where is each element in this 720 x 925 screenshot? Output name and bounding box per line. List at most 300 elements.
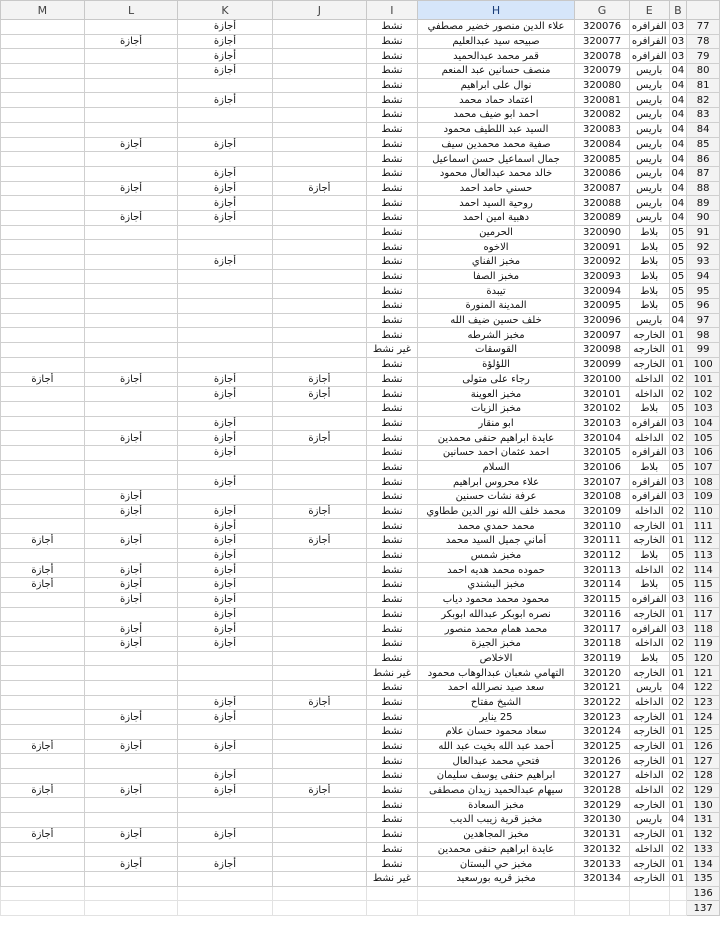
cell-location[interactable]: الداخله xyxy=(629,504,669,519)
cell-name[interactable]: مخبز الصفا xyxy=(417,269,574,284)
cell-m[interactable]: أجازة xyxy=(1,827,85,842)
cell-m[interactable] xyxy=(1,695,85,710)
cell-num[interactable]: 04 xyxy=(669,313,687,328)
cell-status[interactable]: نشط xyxy=(367,108,418,123)
cell-l[interactable]: أجازة xyxy=(84,563,177,578)
cell-code[interactable]: 320093 xyxy=(575,269,630,284)
cell-l[interactable]: أجازة xyxy=(84,534,177,549)
row-header[interactable]: 111 xyxy=(687,519,720,534)
cell-m[interactable] xyxy=(1,475,85,490)
cell-code[interactable]: 320096 xyxy=(575,313,630,328)
cell-k[interactable]: أجازة xyxy=(178,710,272,725)
cell-status[interactable]: نشط xyxy=(367,196,418,211)
cell-status[interactable]: نشط xyxy=(367,842,418,857)
cell-m[interactable] xyxy=(1,343,85,358)
cell-l[interactable] xyxy=(84,754,177,769)
cell-code[interactable]: 320132 xyxy=(575,842,630,857)
cell-j[interactable] xyxy=(272,313,366,328)
cell-location[interactable]: الفرافره xyxy=(629,622,669,637)
cell-m[interactable] xyxy=(1,225,85,240)
cell-l[interactable] xyxy=(84,798,177,813)
row-header[interactable]: 90 xyxy=(687,210,720,225)
cell-location[interactable]: بلاط xyxy=(629,255,669,270)
cell-status[interactable]: نشط xyxy=(367,445,418,460)
cell-name[interactable]: علاء الدين منصور خضير مصطفي xyxy=(417,20,574,35)
cell-location[interactable]: الداخله xyxy=(629,563,669,578)
cell-l[interactable] xyxy=(84,343,177,358)
cell-num[interactable]: 01 xyxy=(669,666,687,681)
cell-location[interactable]: بلاط xyxy=(629,651,669,666)
cell-l[interactable] xyxy=(84,284,177,299)
cell-num[interactable]: 02 xyxy=(669,504,687,519)
cell-name[interactable]: تيبدة xyxy=(417,284,574,299)
row-header[interactable]: 105 xyxy=(687,431,720,446)
cell-name[interactable]: عايدة ابراهيم حنفى محمدين xyxy=(417,431,574,446)
row-header[interactable]: 89 xyxy=(687,196,720,211)
cell-location[interactable]: الفرافره xyxy=(629,20,669,35)
cell-m[interactable]: أجازة xyxy=(1,783,85,798)
cell-status[interactable]: نشط xyxy=(367,64,418,79)
cell-k[interactable]: أجازة xyxy=(178,416,272,431)
cell-status[interactable]: نشط xyxy=(367,754,418,769)
cell-status[interactable]: نشط xyxy=(367,166,418,181)
cell-location[interactable]: باريس xyxy=(629,64,669,79)
cell-num[interactable]: 01 xyxy=(669,343,687,358)
row-header[interactable]: 95 xyxy=(687,284,720,299)
cell-code[interactable]: 320134 xyxy=(575,871,630,886)
cell-j[interactable] xyxy=(272,798,366,813)
cell-code[interactable]: 320128 xyxy=(575,783,630,798)
cell-empty[interactable] xyxy=(629,901,669,916)
cell-name[interactable]: أماني جميل السيد محمد xyxy=(417,534,574,549)
row-header[interactable]: 133 xyxy=(687,842,720,857)
row-header[interactable]: 87 xyxy=(687,166,720,181)
row-header[interactable]: 99 xyxy=(687,343,720,358)
row-header[interactable]: 130 xyxy=(687,798,720,813)
cell-m[interactable] xyxy=(1,490,85,505)
cell-l[interactable] xyxy=(84,651,177,666)
cell-m[interactable] xyxy=(1,651,85,666)
cell-code[interactable]: 320110 xyxy=(575,519,630,534)
cell-name[interactable]: نصره ابوبكر عبدالله ابوبكر xyxy=(417,607,574,622)
row-header[interactable]: 93 xyxy=(687,255,720,270)
cell-l[interactable] xyxy=(84,93,177,108)
cell-l[interactable] xyxy=(84,475,177,490)
cell-location[interactable]: باريس xyxy=(629,122,669,137)
cell-num[interactable]: 02 xyxy=(669,563,687,578)
cell-status[interactable]: غير نشط xyxy=(367,666,418,681)
cell-l[interactable]: أجازة xyxy=(84,578,177,593)
cell-code[interactable]: 320120 xyxy=(575,666,630,681)
cell-l[interactable] xyxy=(84,328,177,343)
cell-num[interactable]: 01 xyxy=(669,725,687,740)
cell-name[interactable]: محمد حمدي محمد xyxy=(417,519,574,534)
cell-num[interactable]: 04 xyxy=(669,210,687,225)
cell-j[interactable]: أجازة xyxy=(272,181,366,196)
cell-status[interactable]: نشط xyxy=(367,651,418,666)
cell-num[interactable]: 02 xyxy=(669,695,687,710)
cell-location[interactable]: الخارجه xyxy=(629,357,669,372)
cell-location[interactable]: بلاط xyxy=(629,225,669,240)
cell-status[interactable]: نشط xyxy=(367,592,418,607)
cell-j[interactable] xyxy=(272,416,366,431)
cell-status[interactable]: نشط xyxy=(367,181,418,196)
row-header[interactable]: 84 xyxy=(687,122,720,137)
cell-m[interactable]: أجازة xyxy=(1,372,85,387)
cell-empty[interactable] xyxy=(272,886,366,901)
row-header[interactable]: 104 xyxy=(687,416,720,431)
cell-empty[interactable] xyxy=(1,886,85,901)
cell-num[interactable]: 04 xyxy=(669,93,687,108)
cell-name[interactable]: مخبز الجيزة xyxy=(417,636,574,651)
cell-location[interactable]: الفرافره xyxy=(629,445,669,460)
cell-m[interactable] xyxy=(1,445,85,460)
cell-code[interactable]: 320087 xyxy=(575,181,630,196)
cell-m[interactable] xyxy=(1,754,85,769)
cell-name[interactable]: القوسقات xyxy=(417,343,574,358)
cell-name[interactable]: اللؤلؤة xyxy=(417,357,574,372)
cell-m[interactable] xyxy=(1,64,85,79)
cell-name[interactable]: صفية محمد محمدين سيف xyxy=(417,137,574,152)
cell-m[interactable] xyxy=(1,813,85,828)
cell-num[interactable]: 01 xyxy=(669,328,687,343)
cell-num[interactable]: 04 xyxy=(669,680,687,695)
cell-status[interactable]: نشط xyxy=(367,504,418,519)
cell-j[interactable] xyxy=(272,152,366,167)
cell-status[interactable]: نشط xyxy=(367,490,418,505)
row-header[interactable]: 114 xyxy=(687,563,720,578)
cell-j[interactable] xyxy=(272,299,366,314)
cell-l[interactable] xyxy=(84,64,177,79)
cell-l[interactable] xyxy=(84,401,177,416)
row-header[interactable]: 100 xyxy=(687,357,720,372)
cell-num[interactable]: 01 xyxy=(669,534,687,549)
cell-code[interactable]: 320129 xyxy=(575,798,630,813)
cell-k[interactable]: أجازة xyxy=(178,563,272,578)
column-header-m[interactable]: M xyxy=(1,1,85,20)
cell-status[interactable]: نشط xyxy=(367,607,418,622)
cell-code[interactable]: 320104 xyxy=(575,431,630,446)
cell-k[interactable] xyxy=(178,299,272,314)
cell-num[interactable]: 04 xyxy=(669,813,687,828)
cell-status[interactable]: نشط xyxy=(367,372,418,387)
cell-k[interactable]: أجازة xyxy=(178,475,272,490)
cell-j[interactable] xyxy=(272,651,366,666)
cell-location[interactable]: الخارجه xyxy=(629,534,669,549)
cell-location[interactable]: الداخله xyxy=(629,372,669,387)
cell-k[interactable]: أجازة xyxy=(178,181,272,196)
cell-k[interactable] xyxy=(178,666,272,681)
cell-k[interactable] xyxy=(178,269,272,284)
cell-j[interactable]: أجازة xyxy=(272,695,366,710)
cell-name[interactable]: احمد ابو ضيف محمد xyxy=(417,108,574,123)
row-header[interactable]: 136 xyxy=(687,886,720,901)
cell-code[interactable]: 320100 xyxy=(575,372,630,387)
cell-j[interactable] xyxy=(272,842,366,857)
cell-k[interactable] xyxy=(178,357,272,372)
cell-m[interactable] xyxy=(1,725,85,740)
cell-num[interactable]: 04 xyxy=(669,181,687,196)
cell-num[interactable]: 04 xyxy=(669,196,687,211)
cell-k[interactable] xyxy=(178,460,272,475)
cell-name[interactable]: روحية السيد احمد xyxy=(417,196,574,211)
cell-l[interactable]: أجازة xyxy=(84,827,177,842)
cell-name[interactable]: الاخلاص xyxy=(417,651,574,666)
cell-m[interactable] xyxy=(1,166,85,181)
cell-status[interactable]: نشط xyxy=(367,739,418,754)
row-header[interactable]: 106 xyxy=(687,445,720,460)
cell-l[interactable]: أجازة xyxy=(84,739,177,754)
cell-k[interactable] xyxy=(178,842,272,857)
cell-l[interactable]: أجازة xyxy=(84,783,177,798)
cell-j[interactable] xyxy=(272,445,366,460)
cell-location[interactable]: الداخله xyxy=(629,695,669,710)
cell-location[interactable]: الداخله xyxy=(629,387,669,402)
column-header-e[interactable]: E xyxy=(629,1,669,20)
cell-k[interactable] xyxy=(178,313,272,328)
cell-k[interactable]: أجازة xyxy=(178,387,272,402)
cell-j[interactable] xyxy=(272,769,366,784)
cell-location[interactable]: بلاط xyxy=(629,401,669,416)
cell-m[interactable] xyxy=(1,196,85,211)
cell-j[interactable]: أجازة xyxy=(272,387,366,402)
cell-status[interactable]: نشط xyxy=(367,827,418,842)
cell-k[interactable] xyxy=(178,78,272,93)
row-header[interactable]: 101 xyxy=(687,372,720,387)
cell-m[interactable] xyxy=(1,431,85,446)
cell-j[interactable] xyxy=(272,871,366,886)
cell-m[interactable] xyxy=(1,548,85,563)
cell-code[interactable]: 320081 xyxy=(575,93,630,108)
cell-location[interactable]: باريس xyxy=(629,78,669,93)
cell-l[interactable] xyxy=(84,460,177,475)
cell-j[interactable] xyxy=(272,255,366,270)
cell-j[interactable] xyxy=(272,813,366,828)
cell-l[interactable] xyxy=(84,666,177,681)
cell-code[interactable]: 320078 xyxy=(575,49,630,64)
cell-code[interactable]: 320082 xyxy=(575,108,630,123)
cell-m[interactable] xyxy=(1,871,85,886)
cell-m[interactable] xyxy=(1,504,85,519)
cell-l[interactable]: أجازة xyxy=(84,490,177,505)
cell-code[interactable]: 320084 xyxy=(575,137,630,152)
cell-status[interactable]: نشط xyxy=(367,636,418,651)
cell-name[interactable]: منصف حسانين عبد المنعم xyxy=(417,64,574,79)
cell-code[interactable]: 320115 xyxy=(575,592,630,607)
cell-j[interactable]: أجازة xyxy=(272,431,366,446)
cell-k[interactable] xyxy=(178,343,272,358)
cell-name[interactable]: حموده محمد هديه احمد xyxy=(417,563,574,578)
cell-status[interactable]: نشط xyxy=(367,299,418,314)
cell-status[interactable]: نشط xyxy=(367,813,418,828)
cell-l[interactable] xyxy=(84,240,177,255)
cell-code[interactable]: 320116 xyxy=(575,607,630,622)
cell-j[interactable] xyxy=(272,64,366,79)
column-header-i[interactable]: I xyxy=(367,1,418,20)
cell-j[interactable] xyxy=(272,20,366,35)
row-header[interactable]: 113 xyxy=(687,548,720,563)
cell-j[interactable] xyxy=(272,240,366,255)
row-header[interactable]: 115 xyxy=(687,578,720,593)
cell-code[interactable]: 320118 xyxy=(575,636,630,651)
cell-location[interactable]: الخارجه xyxy=(629,857,669,872)
cell-l[interactable] xyxy=(84,871,177,886)
cell-status[interactable]: نشط xyxy=(367,122,418,137)
cell-location[interactable]: الفرافره xyxy=(629,592,669,607)
cell-k[interactable] xyxy=(178,240,272,255)
cell-status[interactable]: نشط xyxy=(367,49,418,64)
cell-num[interactable]: 04 xyxy=(669,152,687,167)
cell-name[interactable]: علاء محروس ابراهيم xyxy=(417,475,574,490)
cell-k[interactable]: أجازة xyxy=(178,49,272,64)
cell-j[interactable] xyxy=(272,622,366,637)
cell-l[interactable] xyxy=(84,196,177,211)
cell-name[interactable]: جمال اسماعيل حسن اسماعيل xyxy=(417,152,574,167)
cell-location[interactable]: باريس xyxy=(629,210,669,225)
cell-m[interactable] xyxy=(1,622,85,637)
cell-code[interactable]: 320133 xyxy=(575,857,630,872)
cell-location[interactable]: الفرافره xyxy=(629,490,669,505)
cell-m[interactable] xyxy=(1,255,85,270)
cell-code[interactable]: 320124 xyxy=(575,725,630,740)
cell-location[interactable]: بلاط xyxy=(629,269,669,284)
cell-location[interactable]: الفرافره xyxy=(629,34,669,49)
row-header[interactable]: 127 xyxy=(687,754,720,769)
cell-m[interactable]: أجازة xyxy=(1,563,85,578)
cell-k[interactable]: أجازة xyxy=(178,166,272,181)
cell-k[interactable]: أجازة xyxy=(178,548,272,563)
cell-code[interactable]: 320111 xyxy=(575,534,630,549)
cell-j[interactable]: أجازة xyxy=(272,504,366,519)
cell-m[interactable] xyxy=(1,519,85,534)
cell-m[interactable] xyxy=(1,269,85,284)
cell-k[interactable]: أجازة xyxy=(178,93,272,108)
cell-l[interactable] xyxy=(84,152,177,167)
cell-location[interactable]: الخارجه xyxy=(629,739,669,754)
cell-k[interactable] xyxy=(178,813,272,828)
cell-m[interactable] xyxy=(1,122,85,137)
cell-m[interactable] xyxy=(1,152,85,167)
cell-code[interactable]: 320099 xyxy=(575,357,630,372)
cell-location[interactable]: باريس xyxy=(629,196,669,211)
row-header[interactable]: 129 xyxy=(687,783,720,798)
cell-l[interactable] xyxy=(84,78,177,93)
cell-k[interactable] xyxy=(178,328,272,343)
cell-code[interactable]: 320123 xyxy=(575,710,630,725)
cell-k[interactable]: أجازة xyxy=(178,783,272,798)
cell-status[interactable]: نشط xyxy=(367,416,418,431)
cell-l[interactable] xyxy=(84,519,177,534)
cell-location[interactable]: الداخله xyxy=(629,783,669,798)
cell-name[interactable]: مخبز حي البستان xyxy=(417,857,574,872)
cell-name[interactable]: السيد عبد اللطيف محمود xyxy=(417,122,574,137)
cell-location[interactable]: بلاط xyxy=(629,460,669,475)
cell-empty[interactable] xyxy=(417,886,574,901)
cell-m[interactable] xyxy=(1,284,85,299)
cell-m[interactable] xyxy=(1,607,85,622)
cell-j[interactable] xyxy=(272,49,366,64)
cell-k[interactable]: أجازة xyxy=(178,769,272,784)
cell-j[interactable] xyxy=(272,460,366,475)
cell-num[interactable]: 05 xyxy=(669,225,687,240)
cell-location[interactable]: الخارجه xyxy=(629,666,669,681)
cell-empty[interactable] xyxy=(178,886,272,901)
cell-l[interactable] xyxy=(84,445,177,460)
cell-status[interactable]: نشط xyxy=(367,78,418,93)
row-header[interactable]: 126 xyxy=(687,739,720,754)
cell-name[interactable]: مخبز السعادة xyxy=(417,798,574,813)
cell-code[interactable]: 320127 xyxy=(575,769,630,784)
cell-code[interactable]: 320077 xyxy=(575,34,630,49)
cell-code[interactable]: 320076 xyxy=(575,20,630,35)
row-header[interactable]: 79 xyxy=(687,49,720,64)
cell-k[interactable] xyxy=(178,108,272,123)
cell-m[interactable] xyxy=(1,387,85,402)
cell-empty[interactable] xyxy=(669,901,687,916)
cell-name[interactable]: دهبية امين احمد xyxy=(417,210,574,225)
cell-empty[interactable] xyxy=(178,901,272,916)
cell-location[interactable]: الخارجه xyxy=(629,871,669,886)
cell-m[interactable] xyxy=(1,592,85,607)
cell-l[interactable] xyxy=(84,49,177,64)
cell-num[interactable]: 05 xyxy=(669,651,687,666)
cell-name[interactable]: مخبز العوينة xyxy=(417,387,574,402)
cell-name[interactable]: محمد خلف الله نور الدين ططاوي xyxy=(417,504,574,519)
cell-status[interactable]: نشط xyxy=(367,695,418,710)
cell-j[interactable] xyxy=(272,519,366,534)
cell-status[interactable]: نشط xyxy=(367,475,418,490)
cell-name[interactable]: اعتماد حماد محمد xyxy=(417,93,574,108)
cell-status[interactable]: نشط xyxy=(367,563,418,578)
cell-status[interactable]: نشط xyxy=(367,240,418,255)
cell-m[interactable] xyxy=(1,299,85,314)
cell-name[interactable]: السلام xyxy=(417,460,574,475)
cell-num[interactable]: 05 xyxy=(669,548,687,563)
cell-location[interactable]: باريس xyxy=(629,108,669,123)
cell-name[interactable]: مخبز المجاهدين xyxy=(417,827,574,842)
cell-k[interactable]: أجازة xyxy=(178,519,272,534)
cell-num[interactable]: 01 xyxy=(669,739,687,754)
cell-m[interactable] xyxy=(1,680,85,695)
cell-j[interactable] xyxy=(272,225,366,240)
cell-num[interactable]: 05 xyxy=(669,284,687,299)
row-header[interactable]: 125 xyxy=(687,725,720,740)
cell-m[interactable] xyxy=(1,857,85,872)
cell-location[interactable]: الفرافره xyxy=(629,49,669,64)
cell-k[interactable]: أجازة xyxy=(178,34,272,49)
cell-l[interactable] xyxy=(84,255,177,270)
cell-m[interactable] xyxy=(1,240,85,255)
cell-status[interactable]: نشط xyxy=(367,460,418,475)
cell-status[interactable]: نشط xyxy=(367,519,418,534)
cell-empty[interactable] xyxy=(367,886,418,901)
cell-location[interactable]: باريس xyxy=(629,93,669,108)
cell-status[interactable]: نشط xyxy=(367,313,418,328)
cell-num[interactable]: 02 xyxy=(669,783,687,798)
cell-code[interactable]: 320108 xyxy=(575,490,630,505)
cell-empty[interactable] xyxy=(575,886,630,901)
row-header[interactable]: 109 xyxy=(687,490,720,505)
cell-j[interactable] xyxy=(272,475,366,490)
row-header[interactable]: 88 xyxy=(687,181,720,196)
cell-num[interactable]: 05 xyxy=(669,299,687,314)
cell-j[interactable] xyxy=(272,710,366,725)
cell-location[interactable]: الخارجه xyxy=(629,725,669,740)
cell-l[interactable] xyxy=(84,842,177,857)
cell-l[interactable] xyxy=(84,357,177,372)
cell-k[interactable] xyxy=(178,798,272,813)
cell-code[interactable]: 320094 xyxy=(575,284,630,299)
